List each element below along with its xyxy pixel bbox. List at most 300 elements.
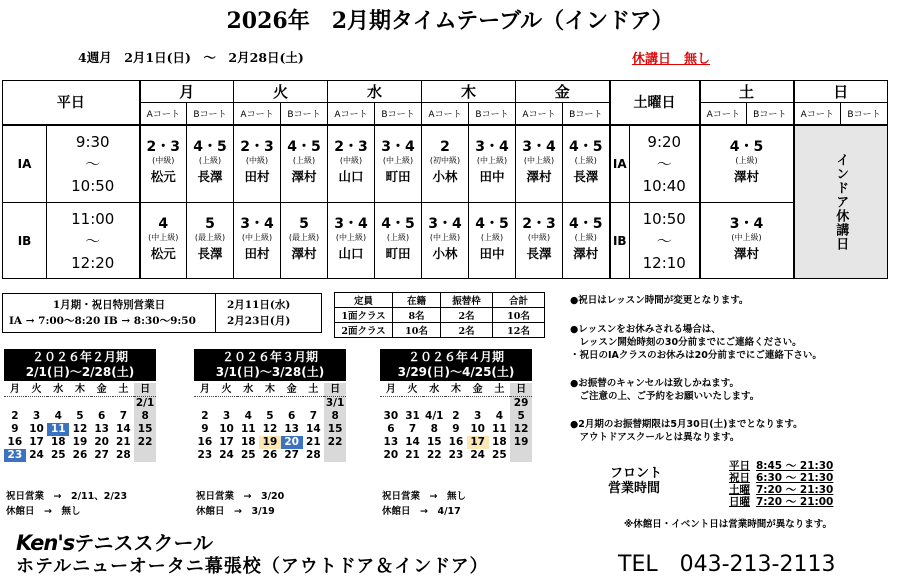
time-line: ～ (656, 154, 672, 173)
lesson-cell (234, 203, 281, 279)
lesson-level-label: (中上級) (429, 233, 461, 242)
front-label-2: 営業時間 (608, 481, 661, 496)
calendar-day: 3/1 (325, 397, 345, 409)
calendar-header (4, 349, 156, 381)
calendar-day: 14 (116, 423, 131, 435)
calendar-day: 17 (467, 436, 489, 449)
calendar-day: 4/1 (425, 410, 444, 422)
lesson-level: 3・4 (381, 139, 415, 156)
info-note-line: ・祝日のIAクラスのお休みは20分前までにご連絡下さい。 (570, 350, 822, 361)
calendar-day (47, 397, 69, 411)
calendar-day: 23 (197, 449, 213, 461)
calendar-day (467, 397, 489, 411)
lesson-cell (516, 125, 563, 203)
class-time-range (47, 203, 140, 279)
calendar-day: 27 (94, 449, 109, 461)
calendar-header (380, 349, 532, 381)
calendar-day: 11 (492, 423, 507, 435)
lesson-level: 4・5 (569, 139, 603, 156)
timetable (2, 80, 888, 279)
calendar-day: 21 (405, 449, 420, 461)
lesson-level: 2・3 (522, 216, 556, 232)
capacity-header: 合計 (493, 293, 545, 308)
instructor-name: 松元 (150, 169, 176, 185)
info-note-line: ご注意の上、ご予約をお願いいたします。 (570, 391, 760, 402)
calendar-note-line: 休館日 → 無し (6, 506, 81, 517)
lesson-level-label: (上級) (574, 156, 597, 166)
info-note-line: アウトドアスクールとは異なります。 (570, 432, 740, 443)
court-b-label: Bコート (375, 103, 422, 125)
calendar-day: 10 (29, 423, 44, 435)
calendar-day: 13 (383, 436, 399, 448)
calendar-day (113, 397, 135, 411)
hours-day: 日曜 (729, 496, 750, 508)
instructor-name: 澤村 (526, 169, 552, 185)
calendar-day: 18 (50, 436, 66, 448)
calendar-day: 20 (94, 436, 109, 448)
lesson-level: 4・5 (569, 216, 603, 232)
calendar-weekday: 火 (26, 383, 48, 397)
calendar-day: 9 (452, 423, 460, 435)
time-line: 9:20 (647, 132, 682, 151)
court-a-label: Aコート (700, 103, 747, 125)
capacity-cell: 10名 (493, 308, 545, 323)
front-label-1: フロント (610, 466, 663, 481)
calendar-day (303, 397, 325, 411)
day-sat: 土 (700, 81, 794, 103)
calendar-day: 4 (54, 410, 62, 422)
lesson-level: 2・3 (146, 139, 180, 156)
time-line: 9:30 (75, 132, 110, 151)
calendar-2 (194, 349, 346, 462)
calendar-day: 25 (240, 449, 256, 461)
calendar-day (91, 397, 113, 411)
sunday-closed-text: インドア休講日 (833, 152, 849, 251)
calendar-weekday: 土 (489, 383, 511, 397)
instructor-name: 長澤 (197, 246, 223, 261)
hours-time: 6:30 ～ 21:30 (756, 472, 834, 484)
hours-day: 祝日 (729, 472, 750, 484)
class-group-label: IB (3, 203, 47, 279)
calendar-day: 17 (29, 436, 44, 448)
time-line: 10:40 (642, 176, 686, 195)
calendar-day: 27 (284, 449, 299, 461)
calendar-day (69, 397, 91, 411)
calendar-day: 17 (219, 436, 234, 448)
calendar-day: 26 (262, 449, 278, 461)
lesson-cell (140, 203, 187, 279)
lesson-level-label: (中上級) (241, 233, 273, 242)
instructor-name: 小林 (432, 169, 458, 185)
lesson-level-label: (中上級) (335, 233, 367, 242)
lesson-level-label: (中上級) (382, 156, 414, 166)
calendar-range: 3/1(日)～3/28(土) (215, 365, 325, 379)
calendar-weekday: 木 (445, 383, 467, 397)
lesson-level-label: (中上級) (523, 156, 555, 166)
calendar-day: 25 (492, 449, 507, 461)
court-b-label: Bコート (469, 103, 516, 125)
day-fri: 金 (516, 81, 610, 103)
lesson-level-label: (中上級) (148, 233, 179, 242)
calendar-day (237, 397, 259, 411)
lesson-level-label: (中級) (152, 156, 175, 166)
lesson-cell (516, 203, 563, 279)
calendar-day: 21 (306, 436, 321, 448)
lesson-level: 4・5 (729, 139, 764, 156)
calendar-day: 20 (281, 436, 303, 449)
calendar-note-line: 休館日 → 3/19 (196, 506, 275, 517)
hours-time: 8:45 ～ 21:30 (756, 460, 834, 472)
calendar-day: 22 (134, 436, 156, 449)
calendar-notes (6, 489, 127, 519)
time-line: 10:50 (642, 209, 686, 228)
calendar-day: 8 (134, 410, 156, 423)
calendar-day: 8 (430, 423, 438, 435)
calendar-day: 13 (284, 423, 299, 435)
special-days-box (2, 293, 322, 333)
class-time-range (47, 125, 140, 203)
calendar-day: 21 (116, 436, 131, 448)
calendar-day (4, 397, 26, 411)
hours-time: 7:20 ～ 21:30 (756, 484, 834, 496)
lesson-level: 3・4 (729, 216, 764, 232)
lesson-level: 3・4 (334, 216, 368, 232)
calendar-day: 12 (72, 423, 88, 435)
calendar-weekday: 金 (91, 383, 113, 397)
page-title: 2026年 2月期タイムテーブル（インドア） (226, 8, 674, 34)
court-a-label: Aコート (422, 103, 469, 125)
special-date-1: 2月11日(水) (227, 299, 291, 311)
instructor-name: 小林 (432, 246, 458, 261)
closure-notice: 休講日 無し (632, 52, 711, 67)
calendar-day (489, 397, 511, 411)
capacity-header: 定員 (335, 293, 393, 308)
period-text: 4週月 2月1日(日) ～ 2月28日(土) (78, 50, 304, 65)
calendar-day (324, 449, 346, 462)
calendar-3 (380, 349, 532, 462)
court-a-label: Aコート (794, 103, 841, 125)
calendar-day: 2/1 (135, 397, 155, 409)
lesson-level: 4・5 (475, 216, 509, 232)
instructor-name: 町田 (385, 169, 411, 185)
calendar-day: 8 (324, 410, 346, 423)
front-footnote: ※休館日・イベント日は営業時間が異なります。 (624, 519, 832, 530)
lesson-level-label: (上級) (292, 156, 316, 166)
calendar-day: 6 (387, 423, 395, 435)
calendar-day: 19 (72, 436, 88, 448)
capacity-header: 振替枠 (441, 293, 493, 308)
calendar-day: 3 (32, 410, 41, 422)
calendar-header (194, 349, 346, 381)
calendar-day: 28 (306, 449, 321, 461)
day-tue: 火 (234, 81, 328, 103)
calendar-weekday: 木 (69, 383, 91, 397)
calendar-day (423, 397, 445, 411)
front-desk-label (608, 466, 662, 496)
lesson-level: 4・5 (381, 216, 415, 232)
calendar-range: 3/29(日)～4/25(土) (397, 365, 515, 379)
calendar-weekday: 土 (113, 383, 135, 397)
calendar-day: 7 (119, 410, 128, 422)
calendar-day: 7 (408, 423, 417, 435)
sat-time-range (630, 203, 700, 279)
calendar-day: 15 (324, 423, 346, 436)
calendar-day: 29 (510, 397, 532, 411)
calendar-weekday: 月 (380, 383, 402, 397)
court-b-label: Bコート (187, 103, 234, 125)
calendar-day: 11 (47, 423, 69, 436)
calendar-day: 23 (448, 449, 464, 461)
court-b-label: Bコート (281, 103, 328, 125)
calendar-day (445, 397, 467, 411)
calendar-day: 19 (259, 436, 281, 449)
hours-time: 7:20 ～ 21:00 (756, 496, 834, 508)
info-note-line: ●祝日はレッスン時間が変更となります。 (570, 295, 749, 306)
calendar-day: 7 (309, 410, 318, 422)
calendar-title: ２０２６年３月期 (221, 350, 318, 364)
lesson-level-label: (上級) (574, 233, 597, 242)
lesson-cell (375, 203, 422, 279)
court-a-label: Aコート (328, 103, 375, 125)
instructor-name: 山口 (338, 169, 364, 185)
lesson-level-label: (上級) (386, 233, 410, 242)
lesson-level-label: (最上級) (194, 233, 226, 242)
calendar-day: 28 (116, 449, 131, 461)
lesson-level-label: (中級) (339, 156, 363, 166)
calendar-day: 16 (7, 436, 23, 448)
calendar-weekday: 土 (303, 383, 325, 397)
instructor-name: 長澤 (197, 169, 223, 185)
info-note-line: レッスン開始時刻の30分前までにご連絡ください。 (570, 337, 802, 348)
calendar-day: 26 (72, 449, 88, 461)
calendar-day: 4 (244, 410, 252, 422)
sat-group-label: IB (610, 203, 630, 279)
calendar-day: 14 (306, 423, 321, 435)
calendar-note-line: 祝日営業 → 無し (382, 491, 466, 502)
time-line: ～ (656, 231, 672, 250)
info-note-line: ●お振替のキャンセルは致しかねます。 (570, 378, 740, 389)
calendar-day: 19 (510, 436, 532, 449)
instructor-name: 田中 (479, 169, 505, 185)
calendar-day: 22 (324, 436, 346, 449)
calendar-day: 13 (94, 423, 109, 435)
calendar-weekday: 月 (4, 383, 26, 397)
calendar-weekday: 火 (216, 383, 238, 397)
instructor-name: 松元 (150, 246, 176, 261)
capacity-cell: 8名 (393, 308, 441, 323)
lesson-level-label: (初中級) (429, 156, 461, 166)
calendar-notes (382, 489, 466, 519)
calendar-day (380, 397, 402, 411)
lesson-level: 4・5 (193, 139, 227, 156)
calendar-day: 18 (492, 436, 507, 448)
lesson-level: 3・4 (240, 216, 274, 232)
calendar-day: 5 (266, 410, 274, 422)
calendar-day: 12 (262, 423, 278, 435)
instructor-name: 長澤 (526, 246, 552, 261)
day-thu: 木 (422, 81, 516, 103)
calendar-day (259, 397, 281, 411)
calendar-weekday: 金 (467, 383, 489, 397)
instructor-name: 町田 (385, 246, 411, 261)
instructor-name: 山口 (338, 246, 364, 261)
time-line: 10:50 (71, 176, 115, 195)
calendar-notes (196, 489, 284, 519)
capacity-table (334, 292, 545, 338)
calendar-weekday: 日 (510, 383, 532, 397)
calendar-note-line: 祝日営業 → 3/20 (196, 491, 285, 502)
lesson-cell (422, 203, 469, 279)
instructor-name: 長澤 (573, 169, 599, 185)
calendar-day: 2 (201, 410, 209, 422)
lesson-cell (469, 125, 516, 203)
calendar-day (216, 397, 238, 411)
brand-school: テニススクール (74, 531, 214, 555)
calendar-title: ２０２６年４月期 (407, 350, 504, 364)
instructor-name: 田村 (244, 169, 270, 185)
court-a-label: Aコート (516, 103, 563, 125)
time-line: ～ (85, 154, 101, 173)
lesson-cell (469, 203, 516, 279)
class-group-label: IA (3, 125, 47, 203)
time-line: 12:10 (642, 253, 686, 272)
calendar-day: 3 (222, 410, 231, 422)
lesson-cell (328, 125, 375, 203)
sat-time-range (630, 125, 700, 203)
sat-group-label: IA (610, 125, 630, 203)
calendar-day: 16 (197, 436, 213, 448)
calendar-day (402, 397, 424, 411)
calendar-day: 18 (240, 436, 256, 448)
lesson-level: 4・5 (287, 139, 321, 156)
capacity-cell: 12名 (493, 323, 545, 338)
lesson-cell (328, 203, 375, 279)
court-b-label: Bコート (841, 103, 888, 125)
lesson-level-label: (中上級) (731, 233, 762, 242)
front-hours-table (726, 460, 836, 508)
lesson-cell (187, 125, 234, 203)
lesson-cell (187, 203, 234, 279)
capacity-cell: 2面クラス (335, 323, 393, 338)
lesson-cell (281, 203, 328, 279)
time-line: 11:00 (71, 209, 115, 228)
court-b-label: Bコート (747, 103, 794, 125)
lesson-level: 4 (158, 216, 169, 232)
calendar-day (510, 449, 532, 462)
lesson-level-label: (上級) (480, 233, 504, 242)
calendar-note-line: 休館日 → 4/17 (382, 506, 461, 517)
lesson-level-label: (最上級) (288, 233, 320, 242)
lesson-level-label: (中級) (527, 233, 551, 242)
hours-day: 土曜 (729, 484, 750, 496)
calendar-day: 20 (383, 449, 399, 461)
saturday-header: 土曜日 (610, 81, 700, 125)
calendar-weekday: 日 (324, 383, 346, 397)
calendar-day: 25 (50, 449, 66, 461)
tel-number: TEL 043-213-2113 (618, 552, 836, 577)
calendar-day (194, 397, 216, 411)
calendar-day: 24 (219, 449, 234, 461)
lesson-level-label: (上級) (198, 156, 222, 166)
calendar-day: 10 (219, 423, 234, 435)
capacity-cell: 2名 (441, 308, 493, 323)
calendar-day: 6 (288, 410, 296, 422)
lesson-cell (422, 125, 469, 203)
calendar-day (281, 397, 303, 411)
instructor-name: 澤村 (573, 246, 599, 261)
calendar-note-line: 祝日営業 → 2/11、2/23 (6, 491, 128, 502)
lesson-level-label: (上級) (735, 156, 758, 166)
instructor-name: 澤村 (291, 246, 317, 261)
capacity-cell: 2名 (441, 323, 493, 338)
day-wed: 水 (328, 81, 422, 103)
calendar-day: 15 (134, 423, 156, 436)
lesson-cell (563, 125, 610, 203)
time-line: ～ (85, 231, 101, 250)
calendar-day: 31 (405, 410, 420, 422)
instructor-name: 田中 (479, 246, 505, 261)
capacity-cell: 1面クラス (335, 308, 393, 323)
calendar-day: 5 (76, 410, 84, 422)
instructor-name: 澤村 (733, 246, 759, 261)
brand-branch: ホテルニューオータニ幕張校（アウトドア＆インドア） (16, 556, 489, 577)
lesson-level: 2 (440, 139, 450, 156)
weekday-header: 平日 (3, 81, 140, 125)
calendar-day: 2 (11, 410, 19, 422)
instructor-name: 澤村 (733, 169, 759, 185)
sat-lesson-cell (700, 203, 794, 279)
calendar-weekday: 火 (402, 383, 424, 397)
calendar-day (26, 397, 48, 411)
info-note-line: ●2月期のお振替期限は5月30日(土)までとなります。 (570, 419, 803, 430)
calendar-day: 2 (452, 410, 460, 422)
calendar-day: 22 (426, 449, 442, 461)
lesson-level: 5 (299, 216, 309, 232)
calendar-day: 14 (405, 436, 420, 448)
calendar-weekday: 金 (281, 383, 303, 397)
calendar-1 (4, 349, 156, 462)
lesson-level: 5 (205, 216, 215, 232)
calendar-day: 6 (98, 410, 106, 422)
lesson-level: 2・3 (334, 139, 368, 156)
calendar-title: ２０２６年２月期 (31, 350, 128, 364)
court-a-label: Aコート (140, 103, 187, 125)
info-note-line: ●レッスンをお休みされる場合は、 (570, 324, 721, 335)
special-date-2: 2月23日(月) (227, 315, 291, 327)
calendar-weekday: 水 (423, 383, 445, 397)
hours-day: 平日 (729, 460, 750, 472)
court-b-label: Bコート (563, 103, 610, 125)
calendar-day: 4 (495, 410, 504, 422)
court-a-label: Aコート (234, 103, 281, 125)
calendar-day: 24 (470, 449, 485, 461)
lesson-cell (281, 125, 328, 203)
calendar-day: 9 (201, 423, 209, 435)
calendar-day: 12 (510, 423, 532, 436)
lesson-level: 2・3 (240, 139, 274, 156)
instructor-name: 田村 (244, 246, 270, 261)
sat-lesson-cell (700, 125, 794, 203)
capacity-cell: 10名 (393, 323, 441, 338)
calendar-day: 3 (474, 410, 482, 422)
calendar-weekday: 水 (237, 383, 259, 397)
lesson-cell (563, 203, 610, 279)
day-mon: 月 (140, 81, 234, 103)
brand-logo: Ken's (16, 531, 75, 555)
time-line: 12:20 (71, 253, 115, 272)
calendar-weekday: 水 (47, 383, 69, 397)
calendar-day: 11 (240, 423, 256, 435)
